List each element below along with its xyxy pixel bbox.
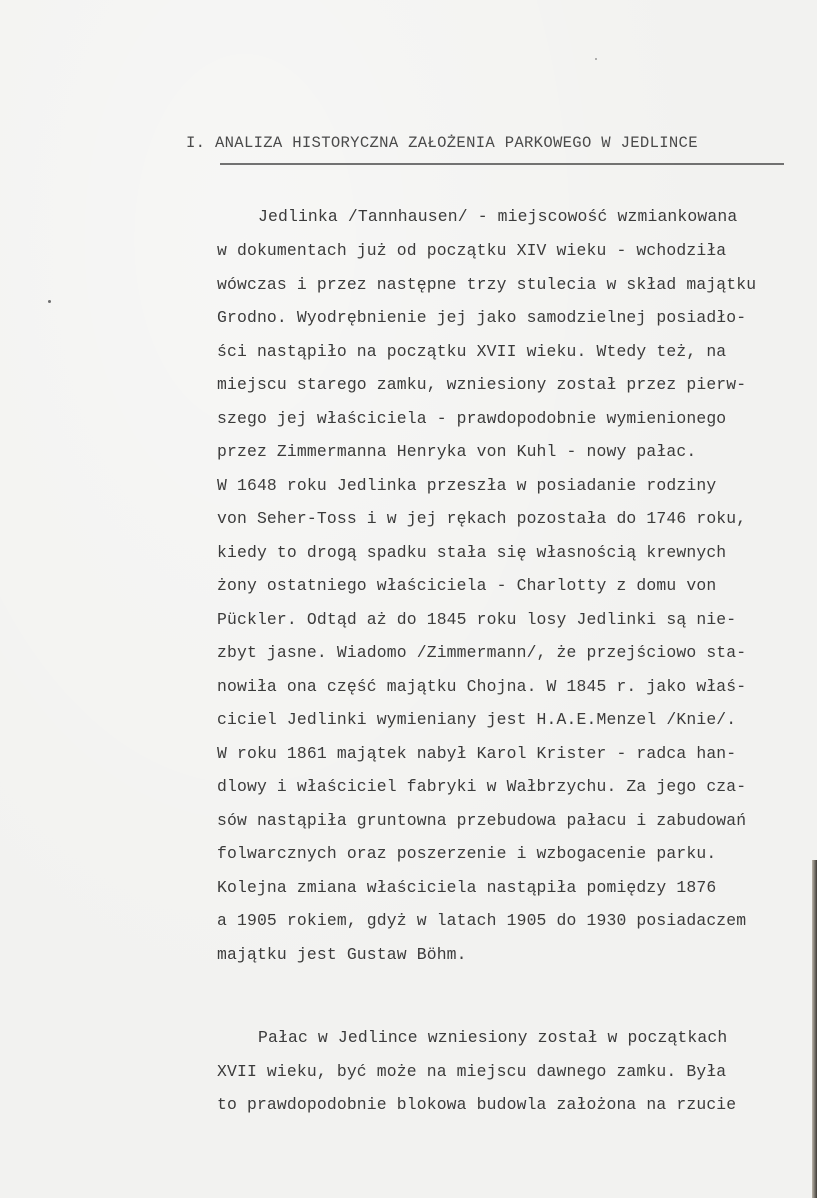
paragraph-2-line: XVII wieku, być może na miejscu dawnego zamku. Była [217,1062,727,1081]
paragraph-1-line: w dokumentach już od początku XIV wieku - wchodziła [217,241,727,260]
paragraph-1-line: Jedlinka /Tannhausen/ - miejscowość wzmiankowana [258,207,738,226]
paragraph-1-line: Pückler. Odtąd aż do 1845 roku losy Jedlinki są nie- [217,610,737,629]
page-edge-shadow [812,860,817,1198]
paragraph-1-line: dlowy i właściciel fabryki w Wałbrzychu. Za jego cza- [217,777,747,796]
paragraph-1-line: wówczas i przez następne trzy stulecia w skład majątku [217,275,757,294]
paragraph-1-line: sów nastąpiła gruntowna przebudowa pałacu i zabudowań [217,811,747,830]
paragraph-1-line: ści nastąpiło na początku XVII wieku. Wtedy też, na [217,342,727,361]
paper-speck [48,300,51,303]
paragraph-1-line: miejscu starego zamku, wzniesiony został przez pierw- [217,375,747,394]
section-heading: I. ANALIZA HISTORYCZNA ZAŁOŻENIA PARKOWEGO W JEDLINCE [186,134,698,152]
paragraph-1-line: nowiła ona część majątku Chojna. W 1845 r. jako właś- [217,677,747,696]
paragraph-1-line: a 1905 rokiem, gdyż w latach 1905 do 1930 posiadaczem [217,911,747,930]
paragraph-2-line: Pałac w Jedlince wzniesiony został w początkach [258,1028,728,1047]
paragraph-1-line: folwarcznych oraz poszerzenie i wzbogacenie parku. [217,844,717,863]
paragraph-1-line: majątku jest Gustaw Böhm. [217,945,467,964]
paragraph-1-line: ciciel Jedlinki wymieniany jest H.A.E.Menzel /Knie/. [217,710,737,729]
paragraph-1-line: zbyt jasne. Wiadomo /Zimmermann/, że przejściowo sta- [217,643,747,662]
paragraph-1-line: W roku 1861 majątek nabył Karol Krister - radca han- [217,744,737,763]
paragraph-1-line: W 1648 roku Jedlinka przeszła w posiadanie rodziny [217,476,717,495]
paper-speck [595,58,597,60]
paragraph-1-line: Grodno. Wyodrębnienie jej jako samodzielnej posiadło- [217,308,747,327]
paragraph-1-line: Kolejna zmiana właściciela nastąpiła pomiędzy 1876 [217,878,717,897]
paragraph-1-line: kiedy to drogą spadku stała się własnością krewnych [217,543,727,562]
paragraph-1-line: szego jej właściciela - prawdopodobnie wymienionego [217,409,727,428]
paragraph-1-line: przez Zimmermanna Henryka von Kuhl - nowy pałac. [217,442,697,461]
paragraph-2-line: to prawdopodobnie blokowa budowla założona na rzucie [217,1095,737,1114]
paragraph-1-line: von Seher-Toss i w jej rękach pozostała do 1746 roku, [217,509,747,528]
paragraph-1-line: żony ostatniego właściciela - Charlotty z domu von [217,576,717,595]
heading-underline [220,163,784,165]
